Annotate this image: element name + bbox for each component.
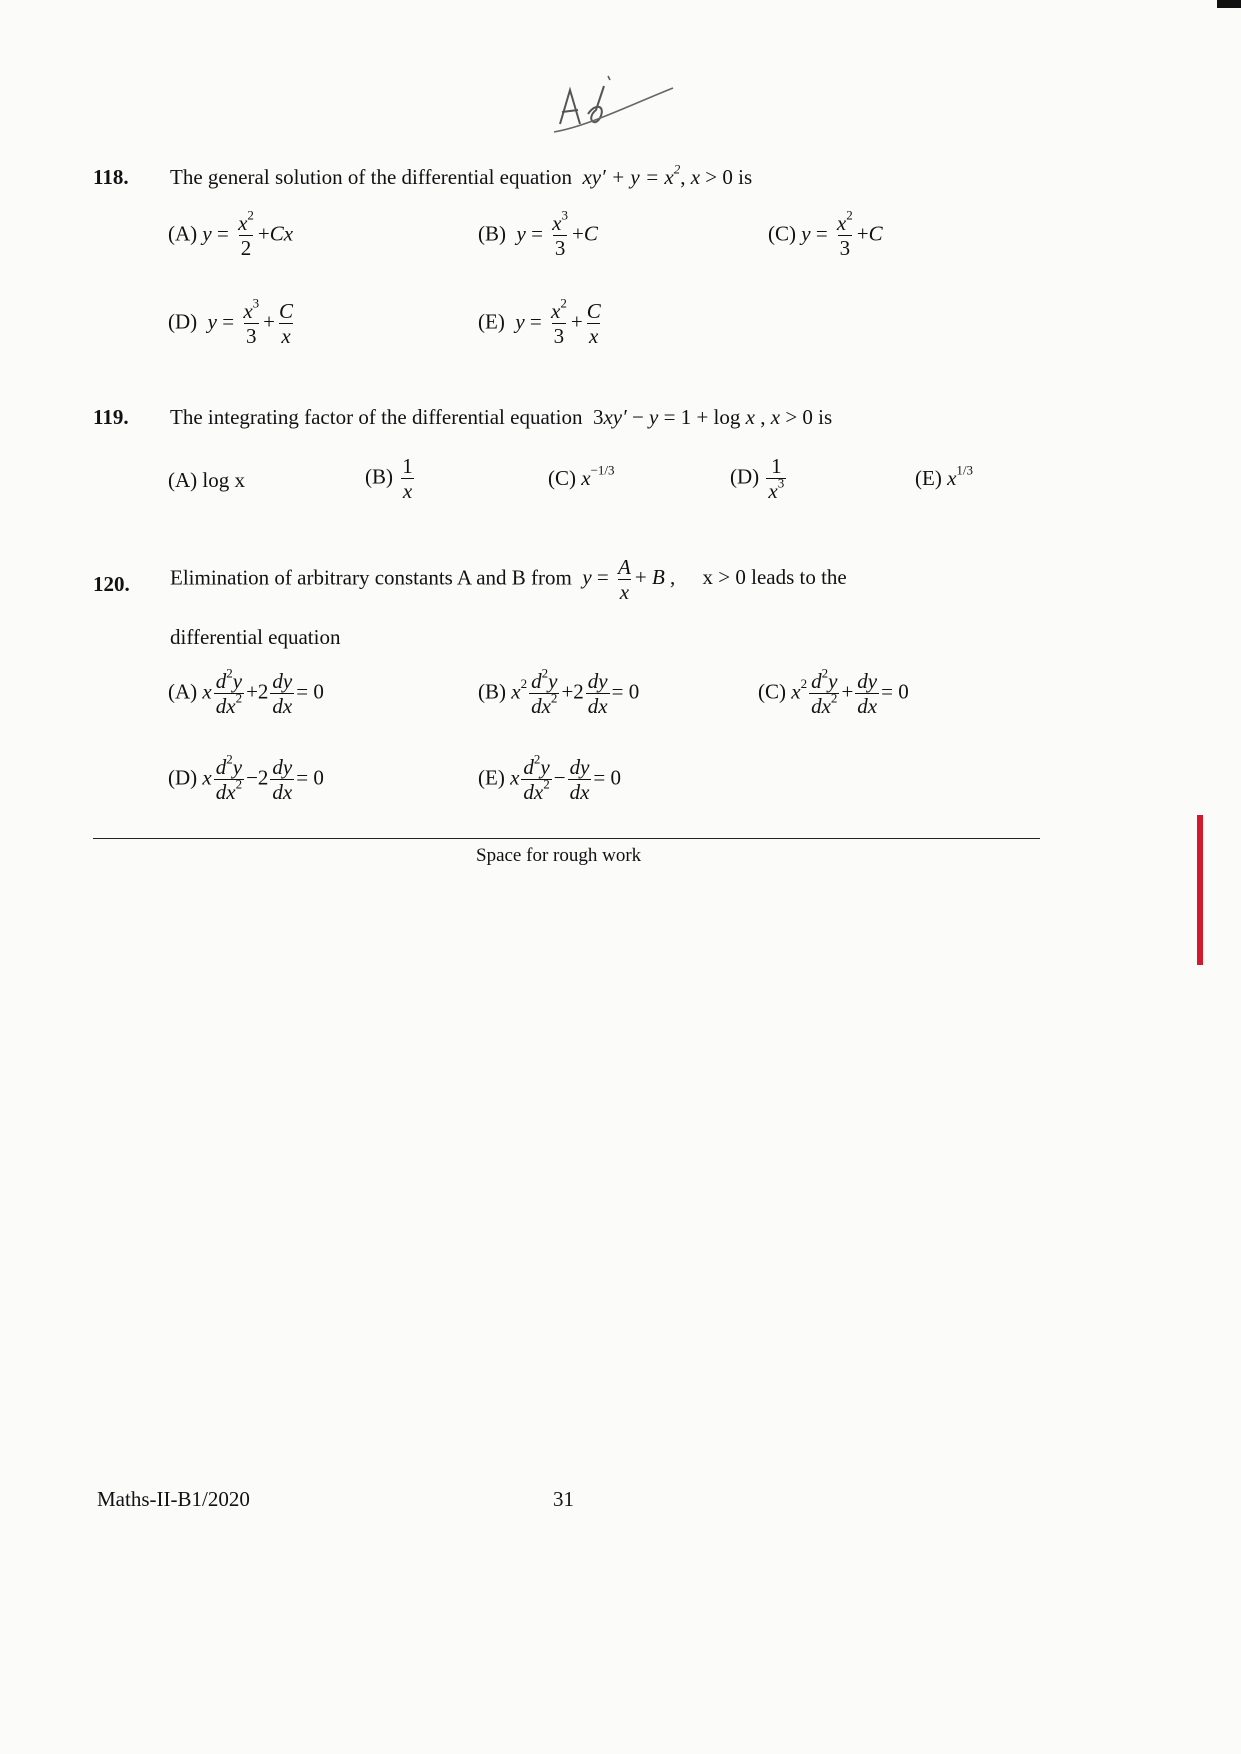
- question-119-text: [170, 405, 832, 430]
- question-118-stem: The general solution of the differential equation: [170, 165, 572, 189]
- q120-option-b-label: (B): [478, 679, 506, 704]
- q118-option-e-label: (E): [478, 309, 505, 334]
- q118-option-d-label: (D): [168, 309, 198, 334]
- question-number-118: 118.: [93, 165, 129, 189]
- q119-option-d[interactable]: (D) $\frac{1}{x^3}$: [730, 454, 785, 504]
- q120-option-c-label: (C): [758, 679, 786, 704]
- q119-option-c[interactable]: (C) $x^{-1/3}$: [548, 462, 615, 490]
- q120-option-a[interactable]: (A) x $\frac{d^2y}{dx^2}$ +2 $\frac{dy}{dx}$ = 0: [168, 665, 324, 719]
- question-number-119: 119.: [93, 405, 129, 429]
- q119-option-e[interactable]: (E) $x^{1/3}$: [915, 462, 974, 490]
- footer-page-number: 31: [553, 1487, 574, 1511]
- question-118-equation: $xy' + y = x^2$: [577, 161, 681, 189]
- q120-option-c[interactable]: (C) $x^2$ $\frac{d^2y}{dx^2}$ + $\frac{dy}{dx}$ = 0: [758, 665, 909, 719]
- question-120-line1: [170, 556, 847, 603]
- q120-option-b[interactable]: (B) $x^2$ $\frac{d^2y}{dx^2}$ +2 $\frac{dy}{dx}$ = 0: [478, 665, 640, 719]
- q119-option-c-label: (C): [548, 466, 576, 490]
- q118-option-a[interactable]: (A) y = $\frac{x^2}{2}$ +Cx: [168, 207, 294, 261]
- question-120-stem: Elimination of arbitrary constants A and B from: [170, 565, 572, 590]
- scan-edge-top-right: [1217, 0, 1241, 8]
- question-119-stem: The integrating factor of the differential equation: [170, 405, 583, 429]
- q120-option-e[interactable]: (E) x $\frac{d^2y}{dx^2}$ − $\frac{dy}{dx}$ = 0: [478, 751, 622, 805]
- q120-option-d[interactable]: (D) x $\frac{d^2y}{dx^2}$ −2 $\frac{dy}{dx}$ = 0: [168, 751, 324, 805]
- q119-option-a[interactable]: [168, 468, 245, 493]
- question-number-120: 120.: [93, 572, 130, 596]
- red-margin-mark: [1197, 815, 1203, 965]
- q120-option-e-label: (E): [478, 765, 505, 790]
- q118-option-b-label: (B): [478, 221, 506, 246]
- footer-paper-code: Maths-II-B1/2020: [97, 1487, 250, 1511]
- question-119-equation: 3xy′ − y = 1 + log x , x > 0 is: [587, 405, 833, 429]
- rough-work-divider: [93, 838, 1040, 839]
- q119-option-a-text: (A) log x: [168, 468, 245, 492]
- q118-option-e[interactable]: (E) y = $\frac{x^2}{3}$ + $\frac{C}{x}$: [478, 295, 601, 349]
- q120-option-a-label: (A): [168, 679, 198, 704]
- rough-work-label: Space for rough work: [476, 845, 642, 866]
- q120-option-d-label: (D): [168, 765, 198, 790]
- question-118-text: [170, 161, 753, 190]
- q118-option-a-label: (A): [168, 221, 198, 246]
- q118-option-b[interactable]: (B) y = $\frac{x^3}{3}$ +C: [478, 207, 598, 261]
- q118-option-d[interactable]: (D) y = $\frac{x^3}{3}$ + $\frac{C}{x}$: [168, 295, 294, 349]
- handwritten-initials: [548, 72, 678, 142]
- q119-option-b[interactable]: (B) $\frac{1}{x}$: [365, 454, 413, 504]
- q119-option-e-label: (E): [915, 466, 942, 490]
- question-118-condition: , x > 0 is: [680, 165, 753, 189]
- question-120-condition: x > 0 leads to the: [702, 565, 847, 590]
- q119-option-b-label: (B): [365, 464, 393, 489]
- q118-option-c-label: (C): [768, 221, 796, 246]
- question-120-line2: differential equation: [170, 625, 341, 649]
- q118-option-c[interactable]: (C) y = $\frac{x^2}{3}$ +C: [768, 207, 883, 261]
- question-120-equation: y = $\frac{A}{x}$ + B ,: [582, 555, 676, 605]
- q119-option-d-label: (D): [730, 464, 760, 489]
